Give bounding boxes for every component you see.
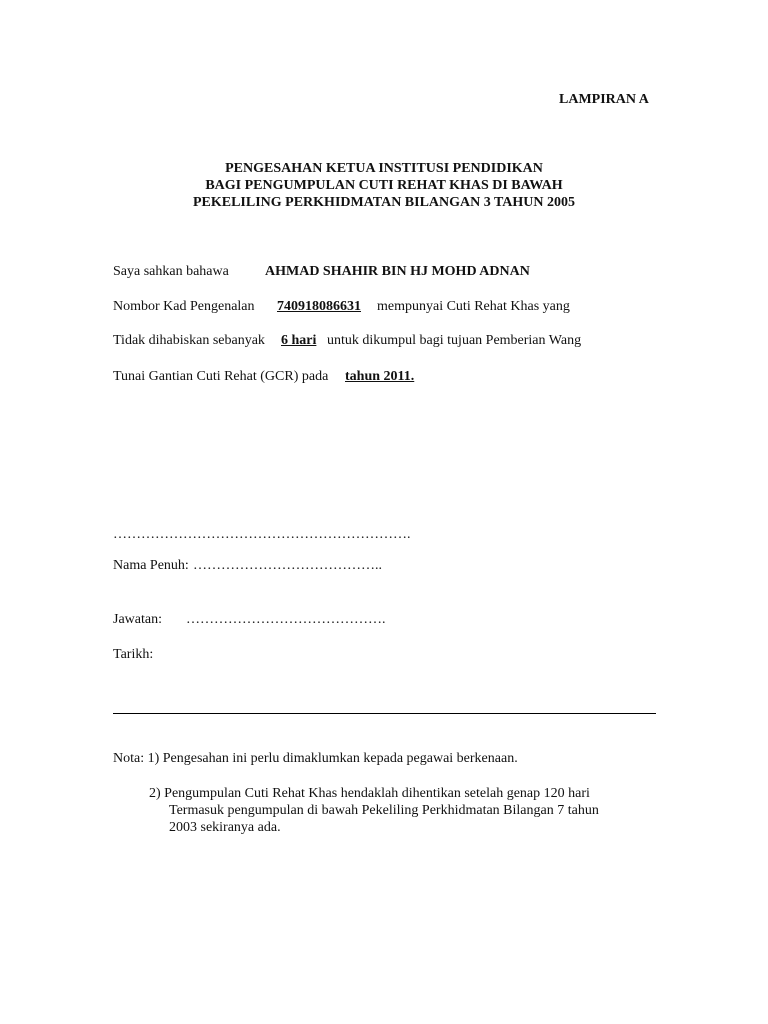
note-2-line-3: 2003 sekiranya ada. xyxy=(169,820,281,835)
attachment-label: LAMPIRAN A xyxy=(559,92,649,107)
year-value: tahun 2011. xyxy=(345,369,415,384)
ic-number: 740918086631 xyxy=(277,299,361,314)
year-label: Tunai Gantian Cuti Rehat (GCR) pada xyxy=(113,369,329,384)
position-label: Jawatan: xyxy=(113,612,162,627)
divider-rule xyxy=(113,713,656,714)
full-name-dots: ………………………………….. xyxy=(193,558,382,573)
title-line-1: PENGESAHAN KETUA INSTITUSI PENDIDIKAN xyxy=(225,161,543,176)
ic-tail-text: mempunyai Cuti Rehat Khas yang xyxy=(377,299,570,314)
signature-line: ………………………………………………………. xyxy=(113,527,411,542)
days-value: 6 hari xyxy=(281,333,317,348)
confirm-label: Saya sahkan bahawa xyxy=(113,264,229,279)
note-2-line-2: Termasuk pengumpulan di bawah Pekeliling Perkhidmatan Bilangan 7 tahun xyxy=(169,803,599,818)
position-dots: ……………………………………. xyxy=(186,612,386,627)
ic-label: Nombor Kad Pengenalan xyxy=(113,299,255,314)
days-tail-text: untuk dikumpul bagi tujuan Pemberian Wang xyxy=(327,333,582,348)
title-line-2: BAGI PENGUMPULAN CUTI REHAT KHAS DI BAWAH xyxy=(205,178,563,193)
note-2-line-1: 2) Pengumpulan Cuti Rehat Khas hendaklah dihentikan setelah genap 120 hari xyxy=(149,786,590,801)
staff-name: AHMAD SHAHIR BIN HJ MOHD ADNAN xyxy=(265,264,530,279)
days-label: Tidak dihabiskan sebanyak xyxy=(113,333,265,348)
date-label: Tarikh: xyxy=(113,647,154,662)
note-1: Nota: 1) Pengesahan ini perlu dimaklumkan kepada pegawai berkenaan. xyxy=(113,751,518,766)
full-name-label: Nama Penuh: xyxy=(113,558,189,573)
title-line-3: PEKELILING PERKHIDMATAN BILANGAN 3 TAHUN 2005 xyxy=(192,195,576,210)
